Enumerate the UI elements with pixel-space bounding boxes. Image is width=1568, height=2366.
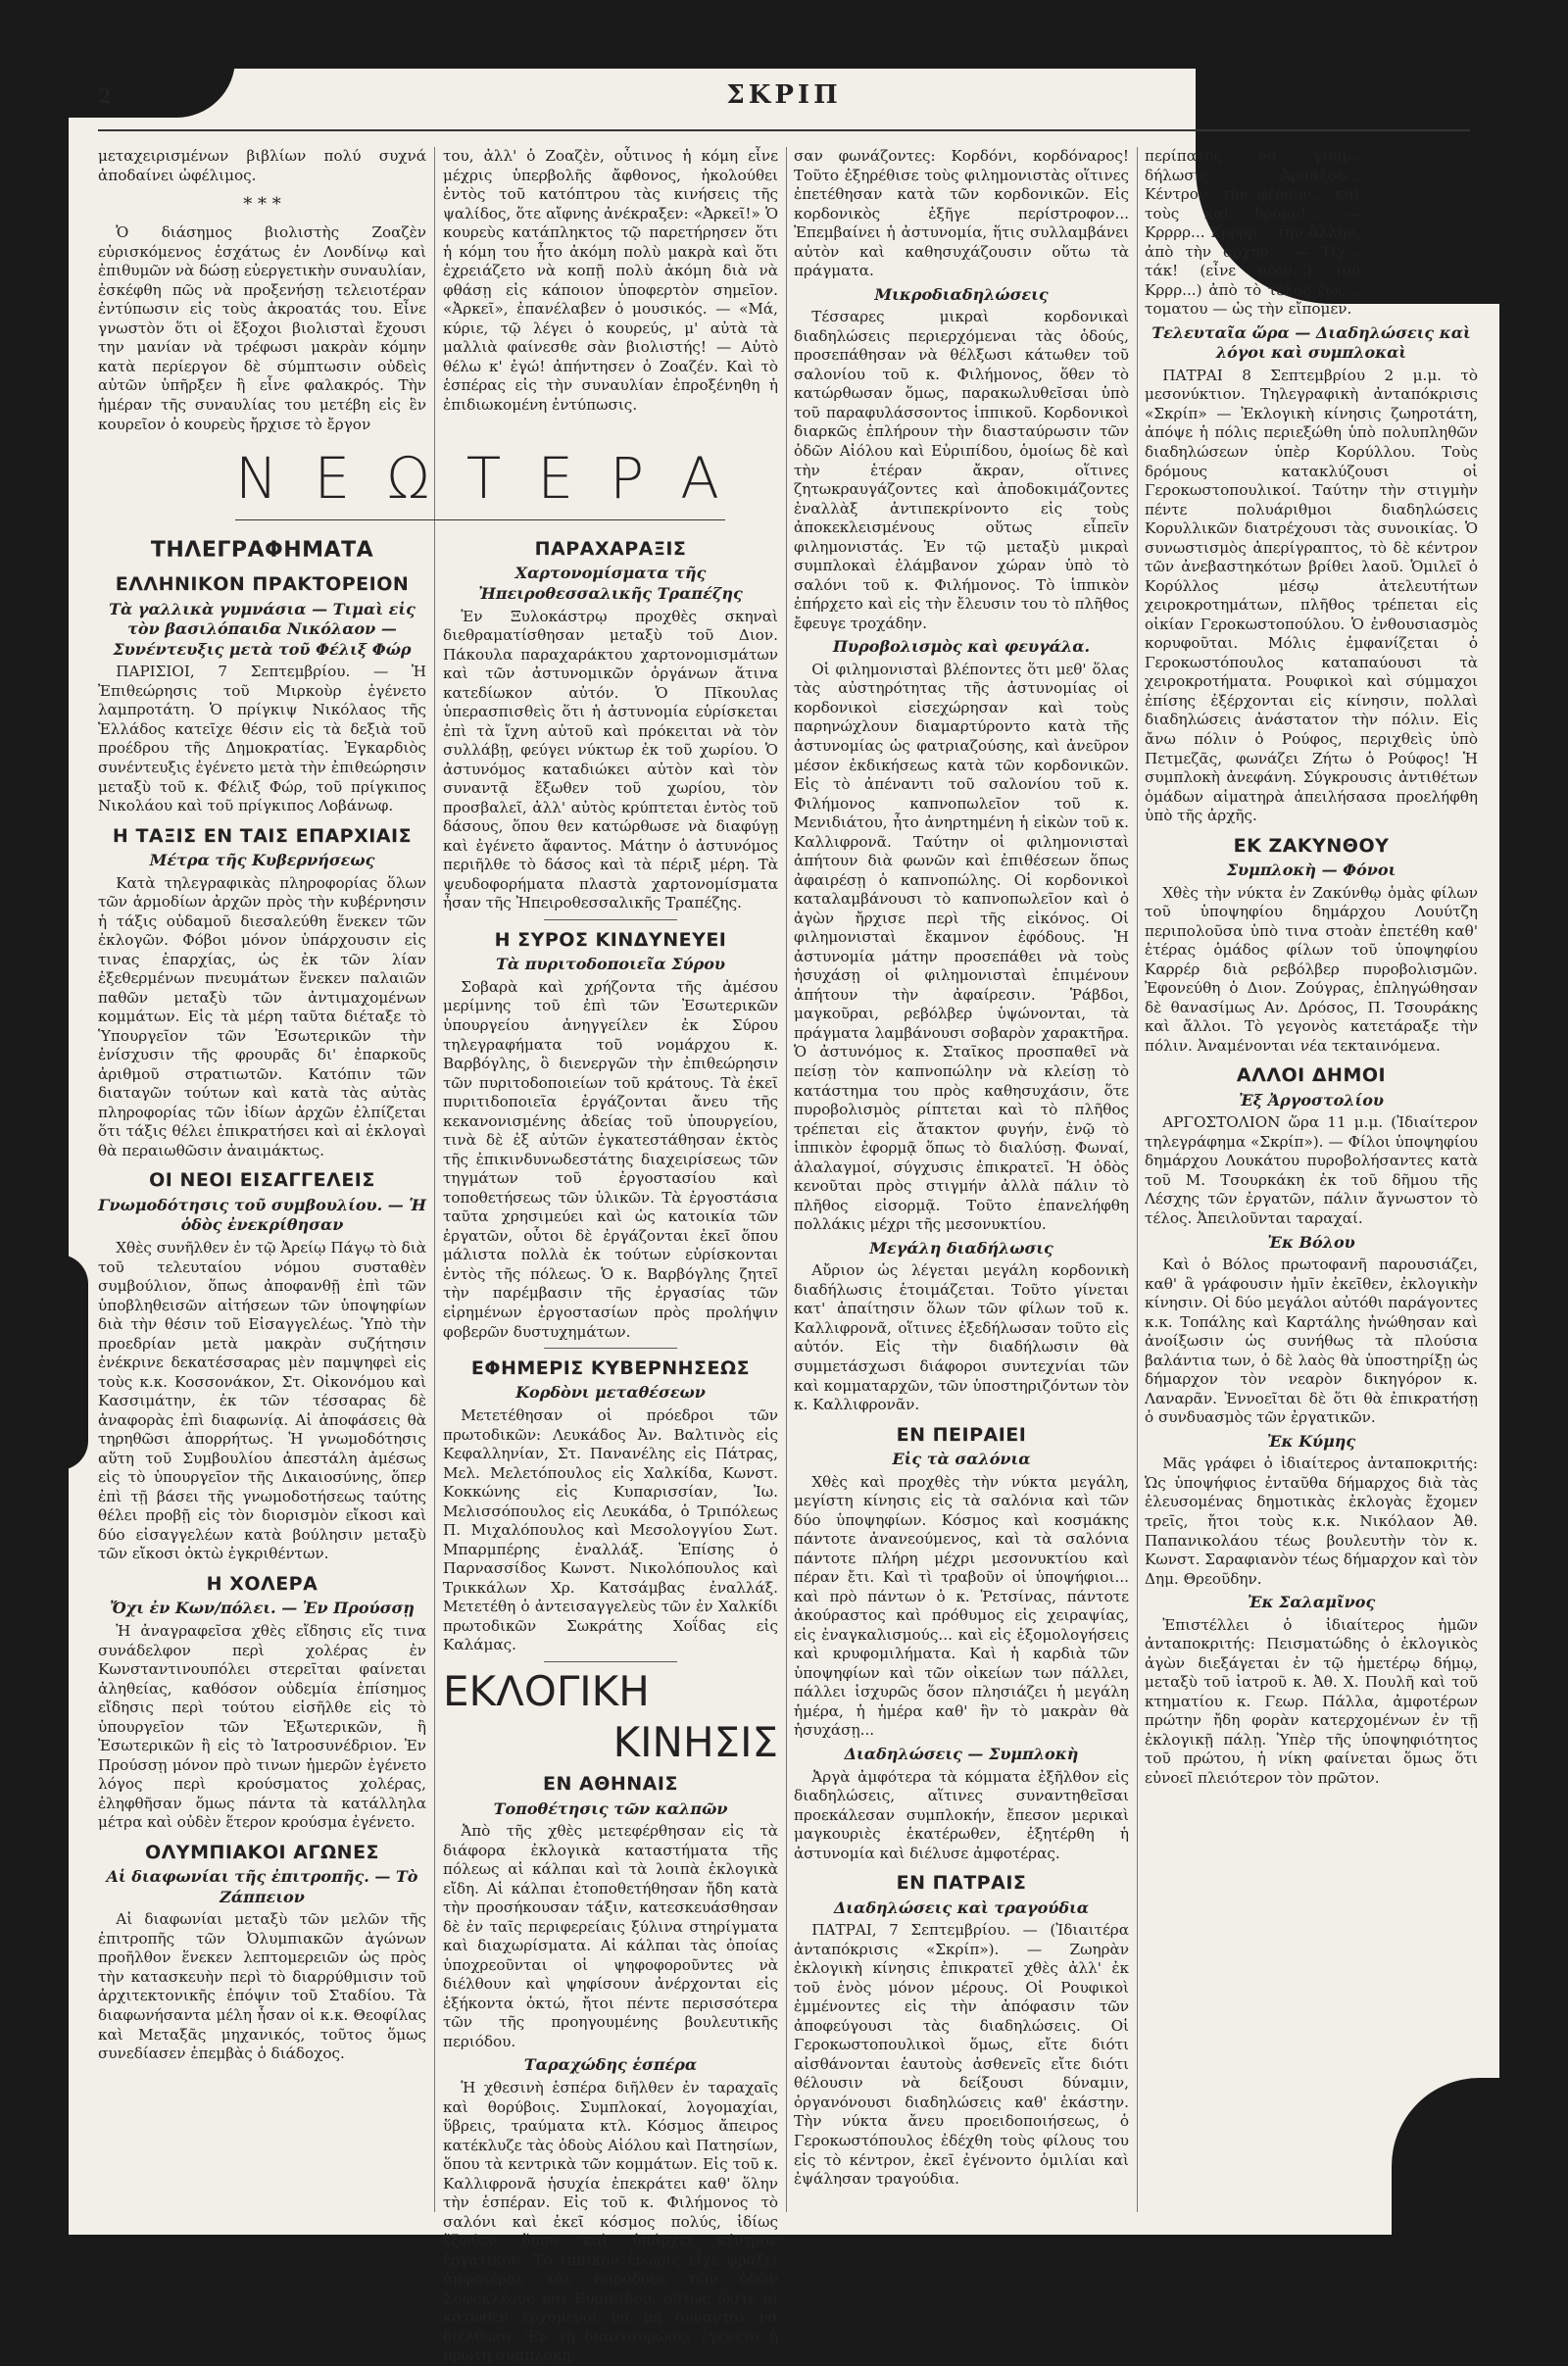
subheading: Γνωμοδότησις τοῦ συμβουλίου. — Ἡ ὁδὸς ἐνεκρίθησαν bbox=[98, 1195, 426, 1235]
section-heading: ΑΛΛΟΙ ΔΗΜΟΙ bbox=[1236, 1064, 1387, 1087]
subheading: Τὰ πυριτοδοποιεῖα Σύρου bbox=[495, 955, 726, 974]
article-text: Ἀργὰ ἀμφότερα τὰ κόμματα ἐξῆλθον εἰς διαδηλώσεις, αἵτινες συναντηθεῖσαι προεκάλεσαν συμπλοκήν, ἔπεσον μερικαὶ μαγκουριὲς ἑκατέρωθεν, ἐξητέρθη ἡ ἀστυνομία καὶ διέλυσε ἀμφοτέρας. bbox=[794, 1767, 1129, 1862]
article-text: Αὔριον ὡς λέγεται μεγάλη κορδονικὴ διαδήλωσις ἑτοιμάζεται. Τοῦτο γίνεται κατ' ἀπαίτησιν ὅλων τῶν φίλων τοῦ κ. Καλλιφρονᾶ, οἵτινες ἐξεδήλωσαν τοῦτο εἰς αὐτόν. Εἰς τὴν διαδήλωσιν θὰ συμμετάσχωσι διάφοροι συντεχνίαι τῶν καὶ κομματαρχῶν, τῶν ὑποστηριζόντων τὸν κ. Καλλιφρονᾶν. bbox=[794, 1261, 1129, 1414]
article-text: Τέσσαρες μικραὶ κορδονικαὶ διαδηλώσεις περιερχόμεναι τὰς ὁδούς, προσεπάθησαν νὰ θέλξωσι κάτωθεν τοῦ σαλονίου τοῦ κ. Φιλήμονος, ὅθεν τὸ κατώρθωσαν ὅμως, παρακωλυθεῖσαι ὑπὸ τοῦ παραφυλάσσοντος ἱππικοῦ. Κορδονικοὶ διαρκῶς ἐπλήρουν τὴν διασταύρωσιν τῶν ὁδῶν Αἰόλου καὶ Εὐριπίδου, ὁμοίως δὲ καὶ τὴν ἑτέραν ἄκραν, οἵτινες ζητωκραυγάζοντες καὶ ἀποδοκιμάζοντες ἐναλλὰξ ἀντιπεκρίνοντο εἰς τοὺς ἀποκεκλεισμένους οὕτως εἶπεῖν φιλημονιστάς. Ἐν τῷ μεταξὺ μικραὶ συμπλοκαὶ ἐλάμβανον χώραν ὑπὸ τὸ σαλόνι τοῦ κ. Φιλήμονος. Τὸ ἱππικὸν ἐπήρχετο καὶ εἰς τὴν ἔλευσιν του τὸ πλῆθος ἔφευγε τροχάδην. bbox=[794, 308, 1129, 632]
article-text: Χθὲς καὶ προχθὲς τὴν νύκτα μεγάλη, μεγίστη κίνησις εἰς τὰ σαλόνια καὶ τῶν δύο ὑποψηφίων. Κόσμος καὶ κοσμάκης πάντοτε ἀνανεούμενος, καὶ τὰ σαλόνια πάντοτε πλήρη μέχρι μεσονυκτίου καὶ πέραν ἔτι. Καὶ τὶ τραβοῦν οἱ ὑποψήφιοι... καὶ πρὸ πάντων ὁ κ. Ῥετσίνας, πάντοτε ἀκούραστος καὶ πρόθυμος εἰς χειραψίας, εἰς ἐναγκαλισμούς... καὶ εἰς ἐξομολογήσεις καὶ κρυφομιλήματα. Καὶ ἡ καρδιὰ τῶν ὑποψηφίων καὶ τῶν οἰκείων των πάλλει, πάλλει ἰσχυρῶς ὅσον πλησιάζει ἡ μεγάλη ἡμέρα, ἡ ἡμέρα καθ' ἣν τὸ μακρὰν θὰ ἡσυχάσῃ... bbox=[794, 1472, 1129, 1740]
subheading: Ὄχι ἐν Κων/πόλει. — Ἐν Προύσσῃ bbox=[110, 1599, 415, 1618]
subheading: Ταραχώδης ἑσπέρα bbox=[523, 2055, 698, 2075]
subheading: Χαρτονομίσματα τῆς Ἠπειροθεσσαλικῆς Τραπέζης bbox=[478, 564, 743, 603]
column-1 bbox=[98, 529, 426, 2212]
header-rule bbox=[98, 129, 1470, 131]
article-text: σαν φωνάζοντες: Κορδόνι, κορδόναρος! Τοῦτο ἐξηρέθισε τοὺς φιλημονιστὰς οἵτινες ἐπετέθησαν κατὰ τῶν κορδονικῶν. Εἰς κορδονικὸς ἐξῆγε περίστροφον... Ἐπεμβαίνει ἡ ἀστυνομία, ἥτις συλλαμβάνει αὐτὸν καὶ καθησυχάζουσιν οὕτω τὰ πράγματα. bbox=[794, 147, 1129, 280]
banner-letter: Τ bbox=[466, 445, 508, 512]
article-text: Ὁ διάσημος βιολιστὴς Ζοαζὲν εὑρισκόμενος ἐσχάτως ἐν Λονδίνῳ καὶ ἐπιθυμῶν νὰ δώσῃ εὐεργετικὴν συναυλίαν, ἐσκέφθη πῶς νὰ προξενήσῃ τελειοτέραν ἐντύπωσιν εἰς τοὺς ἀκροατάς του. Εἶνε γνωστὸν ὅτι οἱ ἔξοχοι βιολισταὶ ἔχουσι την μανίαν νὰ τρέφωσι μακρὰν κόμην κατὰ περίεργον δὲ σύμπτωσιν οὐδεὶς αὐτῶν ὑπῆρξεν ἢ εἶνε φαλακρός. Τὴν ἡμέραν τῆς συναυλίας του μετέβη εἰς ἓν κουρεῖον ὁ κουρεὺς ἤρχισε τὸ ἔργον bbox=[98, 223, 426, 433]
article-text: ΠΑΡΙΣΙΟΙ, 7 Σεπτεμβρίου. — Ἡ Ἐπιθεώρησις τοῦ Μιρκοὺρ ἐγένετο λαμπροτάτη. Ὁ πρίγκιψ Νικόλαος τῆς Ἑλλάδος κατεῖχε θέσιν εἰς τὰ δεξιὰ τοῦ προέδρου τῆς Δημοκρατίας. Ἐγκαρδιὸς συνέντευξις ἐγένετο μετὰ τὴν ἐπιθεώρησιν μεταξὺ τοῦ κ. Φέλιξ Φώρ, τοῦ πρίγκιπος Νικολάου καὶ τοῦ πρίγκιπος Λοβάνωφ. bbox=[98, 663, 426, 815]
article-text: ΑΡΓΟΣΤΟΛΙΟΝ ὥρα 11 μ.μ. (Ἰδιαίτερον τηλεγράφημα «Σκρίπ»). — Φίλοι ὑποψηφίου δημάρχου Λουκάτου πυροβολήσαντες κατὰ τοῦ Μ. Τσουρκάκη ἐκ τοῦ δῆμου τῆς Λέσχης τῶν ἐργατῶν, πάλιν ἄγνωστον τὸ τέλος. Ἀπειλοῦνται ταραχαί. bbox=[1145, 1113, 1478, 1227]
page-header bbox=[98, 76, 1470, 114]
column-4 bbox=[1145, 147, 1478, 2212]
banner-letter: Ν bbox=[235, 445, 284, 512]
subheading: Κορδὸνι μεταθέσεων bbox=[515, 1383, 706, 1403]
divider bbox=[544, 919, 678, 920]
article-text: του, ἀλλ' ὁ Ζοαζὲν, οὗτινος ἡ κόμη εἶνε μέχρις ὑπερβολῆς ἄφθονος, ἠκολούθει ἐντὸς τοῦ κατόπτρου τὰς κινήσεις τῆς ψαλίδος, ὅτε αἴφνης ἀνέκραξεν: «Ἀρκεῖ!» Ὁ κουρεὺς κατάπληκτος τῷ παρετήρησεν ὅτι ἡ κόμη του ἦτο ἀκόμη πολὺ μακρὰ καὶ ὅτι ἐχρειάζετο νὰ κοπῇ πολὺ ἀκόμη διὰ νὰ φθάσῃ εἰς κάποιον ὑποφερτὸν σημεῖον. «Ἀρκεῖ», ἐπανέλαβεν ὁ μουσικός. — «Μά, κύριε, τῷ λέγει ὁ κουρεύς, μ' αὐτὰ τὰ μαλλιὰ φαίνεσθε σὰν βιολιστής! — Αὐτὸ θέλω κ' ἐγώ! ἀπήντησεν ὁ Ζοαζέν. Καὶ τὸ ἑσπέρας εἰς τὴν συναυλίαν ἐπροξένηθη ἡ ἐπιδιωκομένη ἐντύπωσις. bbox=[443, 147, 778, 414]
subheading: Διαδηλώσεις καὶ τραγούδια bbox=[833, 1898, 1090, 1917]
column-2 bbox=[443, 529, 778, 2365]
column-divider bbox=[786, 147, 787, 2212]
column-divider bbox=[1137, 147, 1138, 2212]
subheading: Ἐκ Σαλαμῖνος bbox=[1247, 1593, 1376, 1612]
article-text: περίπατος νὰ γίνῃ... δήλωσις. Ἀρπάξου... Κέντρον, τὴν φέρουν... καὶ τοὺς καὶ δρόμο!... — Κρρρρ... Κρρρρ... τὴν ἄλλην, ἀπὸ τὴν ἀρχὴν... — Τὶχ... τάκ! (εἶνε νέον...) τοῦ Κρρρ...) ἀπὸ τὸ τέλος ἕως... τοματου — ὡς τὴν εἴπομεν. bbox=[1145, 147, 1360, 319]
section-heading: ΟΙ ΝΕΟΙ ΕΙΣΑΓΓΕΛΕΙΣ bbox=[149, 1169, 375, 1192]
article-text: Ἐν Ξυλοκάστρῳ προχθὲς σκηναὶ διεθραματίσθησαν μεταξὺ τοῦ Διον. Πάκουλα παραχαράκτου χαρτονομισμάτων καὶ τῶν ἀστυνομικῶν ὀργάνων ἅτινα κατεδίωκον αὐτόν. Ὁ Πῖκουλας ὑπερασπισθεὶς ὅτι ἡ ἀστυνομία εὑρίσκεται ἐπὶ τὰ ἴχνη αὐτοῦ καὶ πρόκειται νὰ τὸν συλλάβῃ, φεύγει νύκτωρ ἐκ τοῦ χωρίου. Ὁ ἀστυνόμος καταδιώκει αὐτὸν καὶ τὸν συναντᾷ ἔξωθεν τοῦ χωρίου, τὸν προσβαλεῖ, ἀλλ' αὐτὸς κρύπτεται ἐντὸς τοῦ δάσους, ὅπου θεν κατώρθωσε νὰ διαφύγῃ καὶ ἐγένετο ἄφαντος. Μάτην ὁ ἀστυνόμος περιῆλθε τὸ δάσος καὶ τὰ πέριξ μέρη. Τὰ ψευδοφορήματα πλαστὰ χαρτονομίσματα ἦσαν τῆς Ἠπειροθεσσαλικῆς Τραπέζης. bbox=[443, 607, 778, 912]
article-text: Κατὰ τηλεγραφικὰς πληροφορίας ὅλων τῶν ἁρμοδίων ἀρχῶν πρὸς τὴν κυβέρνησιν ἡ τάξις οὐδαμοῦ διεσαλεύθη ἕνεκεν τῶν ἐκλογῶν. Φόβοι μόνον ὑπάρχουσιν εἰς τινας ἐπαρχίας, ὡς ἐκ τῶν λίαν ἐξεθερμένων πνευμάτων ἕνεκεν παλαιῶν παθῶν μεταξὺ τῶν ἀντιμαχομένων κομμάτων. Εἰς τὰ μέρη ταῦτα διέταξε τὸ Ὑπουργεῖον τῶν Ἐσωτερικῶν τὴν ἐνίσχυσιν τῆς φρουρᾶς δι' ἐπαρκοῦς ἀριθμοῦ στρατιωτῶν. Κατόπιν τῶν διαταγῶν τούτων καὶ κατὰ τὰς αὐτὰς πληροφορίας τῶν ἰδίων ἀρχῶν ἐλπίζεται ὅτι τάξις θέλει ἐπικρατήσει καὶ αἱ ἐκλογαὶ θὰ περαιωθῶσιν ἀναιμάκτως. bbox=[98, 873, 426, 1159]
section-heading: ΕΝ ΠΕΙΡΑΙΕΙ bbox=[896, 1423, 1027, 1446]
section-heading: ΕΝ ΑΘΗΝΑΙΣ bbox=[543, 1773, 678, 1796]
article-text: Καὶ ὁ Βόλος πρωτοφανῆ παρουσιάζει, καθ' ἃ γράφουσιν ἡμῖν ἐκεῖθεν, ἐκλογικὴν κίνησιν. Οἱ δύο μεγάλοι αὐτόθι παράγοντες κ.κ. Τοπάλης καὶ Καρτάλης ἠνώθησαν καὶ ἀνοίξωσιν ὡς συνήθως τὰ πλούσια βαλάντια των, ὁ δὲ λαὸς θὰ ὑποστηρίξῃ ὡς δήμαρχον τὸν νεαρὸν δικηγόρον κ. Λαναρᾶν. Ἐννοεῖται δὲ ὅτι θὰ ἐπικρατήσῃ ὁ συνδυασμὸς τῶν ἐργατικῶν. bbox=[1145, 1256, 1478, 1427]
banner-underline bbox=[235, 519, 725, 520]
section-heading: ΕΛΛΗΝΙΚΟΝ ΠΡΑΚΤΟΡΕΙΟΝ bbox=[115, 573, 410, 596]
article-text: Ἡ ἀναγραφεῖσα χθὲς εἴδησις εἴς τινα συνάδελφον περὶ χολέρας ἐν Κωνσταντινουπόλει στερεῖται φαίνεται ἀληθείας, καθόσον οὐδεμία ἐπίσημος εἴδησις περὶ τούτου εἰσῆλθε εἰς τὸ ὑπουργεῖον τῶν Ἐξωτερικῶν, ἢ Ἐσωτερικῶν ἢ εἰς τὸ Ἰατροσυνέδριον. Ἐν Προύσσῃ μόνον πρὸ τινων ἡμερῶν ἐγένετο λόγος περὶ κρούσματος χολέρας, ἐληφθῆσαν ὅμως πάντα τὰ κατάλληλα μέτρα καὶ οὐδὲν ἕτερον κρούσμα ἐγένετο. bbox=[98, 1621, 426, 1832]
section-heading: ΤΗΛΕΓΡΑΦΗΜΑΤΑ bbox=[150, 538, 374, 563]
article-text: Ἡ χθεσινὴ ἑσπέρα διῆλθεν ἐν ταραχαῖς καὶ θορύβοις. Συμπλοκαί, λογομαχίαι, ὕβρεις, τραύματα κτλ. Κόσμος ἄπειρος κατέκλυζε τὰς ὁδοὺς Αἰόλου καὶ Πατησίων, ὅπου τὰ κεντρικὰ τῶν κομμάτων. Εἰς τοῦ κ. Καλλιφρονᾶ ἡσυχία ἐπεκράτει καθ' ὅλην τὴν ἑσπέραν. Εἰς τοῦ κ. Φιλήμονος τὸ σαλόνι καὶ ἐκεῖ κόσμος πολύς, ἰδίως ἔξωθεν ὅπου καὶ ὑπάρχει κέντρον ἐργατικόν. Τὸ ἱππικὸν ἐνωρὶς εἶχε φράξει ἀμφοτέρας τὰς παρόδους τῶν ὁδῶν Σοφοκλέους καὶ Εὐριπίδου, οὕτως ὥστε οἱ κάτωθεν ἐρχόμενοι νὰ μὴ δύνανται νὰ διέλθωσι. Ἐν τῇ διασταυρώσει ἐγένετο ἡ πρώτη συμπλοκή. bbox=[443, 2078, 778, 2365]
section-heading: ΕΚ ΖΑΚΥΝΘΟΥ bbox=[1233, 834, 1390, 857]
article-text: Μετετέθησαν οἱ πρόεδροι τῶν πρωτοδικῶν: Λευκάδος Ἀν. Βαλτινὸς εἰς Κεφαλληνίαν, Στ. Πανανέλης εἰς Πάτρας, Μελ. Μελετόπουλος εἰς Χαλκίδα, Κωνστ. Κοκκώνης εἰς Κυπαρισσίαν, Ἰω. Μελισσόπουλος εἰς Λευκάδα, ὁ Τριπόλεως Π. Μιχαλόπουλος καὶ Μεσολογγίου Σωτ. Μπαρμπέρης ἐναλλάξ. Ἐπίσης ὁ Παρνασσίδος Κωνστ. Νικολόπουλος καὶ Τρικκάλων Χρ. Κατσάμβας ἐναλλάξ. Μετετέθη ὁ ἀντεισαγγελεὺς τῶν ἐν Χαλκίδι πρωτοδικῶν Σωκράτης Χοΐδας εἰς Καλάμας. bbox=[443, 1406, 778, 1654]
section-separator: * * * bbox=[243, 194, 281, 216]
article-text: Οἱ φιλημονισταὶ βλέποντες ὅτι μεθ' ὅλας τὰς αὐστηρότητας τῆς ἀστυνομίας οἱ κορδονικοὶ εἰσεχώρησαν καὶ τοὺς παρηνώχλουν διαμαρτύροντο κατὰ τῆς ἀστυνομίας ὡς φατριαζούσης, καὶ ἀνεῦρον μέσον ἐκδικήσεως κατὰ τῶν κορδονικῶν. Εἰς τὸ ἀπέναντι τοῦ σαλονίου τοῦ κ. Φιλήμονος καπνοπωλεῖον τοῦ κ. Μενιδιάτου, ἦτο ἀνηρτημένη ἡ εἰκὼν τοῦ κ. Καλλιφρονᾶ. Ταύτην οἱ φιλημονισταὶ ἀπήτουν διὰ φωνῶν καὶ ἐπιθέσεων ὅπως ἀφαιρέσῃ ὁ καπνοπώλης. Οἱ κορδονικοὶ καταλαμβάνουσι τὸ καπνοπωλεῖον καὶ ὁ ἀγὼν ἤρχισε περὶ τῆς εἰκόνος. Οἱ φιλημονισταὶ ἔκαμνον ἐφόδους. Ἡ ἀστυνομία μάτην προσεπάθει νὰ τοὺς ἡσυχάσῃ οἱ φιλημονισταὶ ἐπιμένουν ἀπήτουν τὴν ἀφαίρεσιν. Ῥάβδοι, μαγκοῦραι, ρεβόλβερ ὑψώνονται, τὰ πράγματα λαμβάνουσι σοβαρὸν χαρακτῆρα. Ὁ ἀστυνόμος κ. Σταῖκος προσπαθεῖ νὰ πείσῃ τὸν καπνοπώλην νὰ κλείσῃ τὸ κατάστημα του πρὸς καθησυχάσιν, ὅτε πυροβολισμὸς ρίπτεται καὶ τὸ πλῆθος τρέπεται εἰς ἄτακτον φυγήν, ἐνῷ τὸ ἱππικὸν ἐφορμᾷ ὅπως τὸ διαλύσῃ. Φωναί, ἀλαλαγμοί, σύγχυσις ἐπικρατεῖ. Ἡ ὁδὸς κενοῦται πρὸς στιγμήν ἀλλὰ πάλιν τὸ πλῆθος εἰσορμᾷ. Τοῦτο ἐπανελήφθη πολλάκις μέχρι τῆς μεσονυκτίου. bbox=[794, 660, 1129, 1234]
subheading: Ἐκ Κύμης bbox=[1266, 1431, 1356, 1451]
banner-letter: Ω bbox=[386, 445, 436, 512]
article-text: Σοβαρὰ καὶ χρήζοντα τῆς ἀμέσου μερίμνης τοῦ ἐπὶ τῶν Ἐσωτερικῶν ὑπουργείου ἀνηγγείλεν ἐκ Σύρου τηλεγραφήματα τοῦ νομάρχου κ. Βαρβόγλης, ὃ διενεργῶν τὴν ἐπιθεώρησιν τῶν πυριτοδοποιείων τοῦ κράτους. Τὰ ἐκεῖ πυριτιδοποιεῖα ἐργάζονται ἄνευ τῆς κεκανονισμένης ἀδείας τοῦ ὑπουργείου, τινὰ δὲ ἐξ αὐτῶν ἐγκατεστάθησαν ἐκτὸς τῆς ἐπικινδυνωδεστάτης διαχειρίσεως τῶν τηγμάτων τοῦ ἐργοστασίου καὶ τοποθετήσεως τῶν ὑλικῶν. Τὰ ἐργοστάσια ταῦτα χρησιμεύει καὶ ὡς κατοικία τῶν ἐργατῶν, οὗτοι δὲ ἐργάζονται ἐκεῖ ὅπου μάλιστα πολλὰ ἐκ τούτων εὑρίσκονται ἐντὸς τῆς πόλεως. Ὁ κ. Βαρβόγλης ζητεῖ τὴν παρέμβασιν τῆς ἐργασίας τῶν εἰρημένων ἐργοστασίων πρὸς προλήψιν φοβερῶν δυστυχημάτων. bbox=[443, 977, 778, 1341]
subheading: Συμπλοκὴ — Φόνοι bbox=[1226, 861, 1396, 880]
article-text: μεταχειρισμένων βιβλίων πολύ συχνά ἀποδαίνει ὠφέλιμος. bbox=[98, 147, 426, 184]
banner-letter: Α bbox=[680, 445, 725, 512]
article-text: Ἐπιστέλλει ὁ ἰδιαίτερος ἡμῶν ἀνταποκριτής: Πεισματώδης ὁ ἐκλογικὸς ἀγὼν διεξάγεται ἐν τῷ ἡμετέρῳ δήμῳ, μεταξὺ τοῦ ἰατροῦ κ. Ἀθ. Χ. Πουλῆ καὶ τοῦ κτηματίου κ. Γεωρ. Πάλλα, ἀμφοτέρων πρώτην ἤδη φορὰν κατερχομένων ἐν τῇ ἐκλογικῇ πάλῃ. Ὑπὲρ τῆς ὑποψηφιότητος τοῦ πρώτου, ἡ νίκη φαίνεται ὅμως ὅτι εὐνοεῖ πλειότερον τὸν πρῶτον. bbox=[1145, 1615, 1478, 1787]
banner-letter: Ε bbox=[537, 445, 580, 512]
article-text: Αἱ διαφωνίαι μεταξὺ τῶν μελῶν τῆς ἐπιτροπῆς τῶν Ὀλυμπιακῶν ἀγώνων προῆλθον ἕνεκεν λεπτομερειῶν ὡς πρὸς τὴν κατασκευὴν περὶ τὸ διαρρύθμισιν τοῦ ἀρχιτεκτονικῆς ἐπόψιν τοῦ Σταδίου. Τὰ διαφωνήσαντα μέλη ἦσαν οἱ κ.κ. Θεοφίλας καὶ Μεταξᾶς μηχανικός, τοῦτος ὅμως συνεδίασεν ἐπεμβὰς ὁ διάδοχος. bbox=[98, 1910, 426, 2063]
article-text: Χθὲς τὴν νύκτα ἐν Ζακύνθῳ ὁμὰς φίλων τοῦ ὑποψηφίου δημάρχου Λουύτζη περιπολοῦσα ὑπὸ τινα στοὰν ἐπετέθη καθ' ἑτέρας ὁμάδος φίλων τοῦ ὑποψηφίου Καρρέρ διὰ ρεβόλβερ πυροβολισμῶν. Ἐφονεύθη ὁ Διον. Ζούγρας, ἐπληγώθησαν δὲ θανασίμως Αν. Δρόσος, Π. Τσουράκης καὶ ἄλλοι. Τὸ γεγονὸς κατετάραξε τὴν πόλιν. Ἀναμένονται νέα τεκταινόμενα. bbox=[1145, 883, 1478, 1055]
ekl-kinisis-title-2: ΚΙΝΗΣΙΣ bbox=[612, 1718, 778, 1766]
ekl-kinisis-title-1: ΕΚΛΟΓΙΚΗ bbox=[443, 1666, 650, 1715]
section-heading: ΕΝ ΠΑΤΡΑΙΣ bbox=[896, 1872, 1027, 1895]
divider bbox=[544, 1661, 678, 1662]
section-banner-neotera bbox=[235, 445, 725, 512]
section-heading: ΕΦΗΜΕΡΙΣ ΚΥΒΕΡΝΗΣΕΩΣ bbox=[470, 1357, 751, 1380]
subheading: Μέτρα τῆς Κυβερνήσεως bbox=[149, 850, 375, 869]
banner-letter: Ρ bbox=[610, 445, 651, 512]
section-heading: ΟΛΥΜΠΙΑΚΟΙ ΑΓΩΝΕΣ bbox=[144, 1841, 380, 1863]
subheading: Μεγάλη διαδήλωσις bbox=[869, 1238, 1054, 1257]
page-number: 2 bbox=[98, 84, 112, 108]
banner-letter: Ε bbox=[314, 445, 357, 512]
torn-edge bbox=[49, 1255, 88, 1470]
subheading: Ἐκ Βόλου bbox=[1267, 1232, 1355, 1252]
subheading: Ἐξ Ἀργοστολίου bbox=[1239, 1090, 1384, 1109]
column-3 bbox=[794, 147, 1129, 2212]
section-heading: Η ΧΟΛΕΡΑ bbox=[206, 1573, 318, 1596]
masthead: ΣΚΡΙΠ bbox=[726, 80, 842, 110]
subheading: Μικροδιαδηλώσεις bbox=[874, 284, 1049, 304]
article-text: ΠΑΤΡΑΙ, 7 Σεπτεμβρίου. — (Ἰδιαιτέρα ἀνταπόκρισις «Σκρίπ»). — Ζωηρὰν ἐκλογικὴ κίνησις ἐπικρατεῖ χθὲς ἀλλ' ἐκ τοῦ ἑνὸς μόνον μέρους. Οἱ Ρουφικοὶ ἐμμένοντες εἰς τὴν ἀπόφασιν τῶν ἀποφεύγουσι τὰς διαδηλώσεις. Οἱ Γεροκωστοπουλικοὶ ὅμως, εἴτε διότι αἰσθάνονται ἑαυτοὺς ἀσθενεῖς εἴτε διότι θέλουσιν νὰ δείξουσι δύναμιν, ὀργανόνουσι διαδηλώσεις καθ' ἑκάστην. Τὴν νύκτα ἄνευ προειδοποιήσεως, ὁ Γεροκωστόπουλος ἐδέχθη τοὺς φίλους του εἰς τὸ κέντρον, ἐκεῖ ἐγένοντο ὁμιλίαι καὶ ἐψάλησαν τραγούδια. bbox=[794, 1921, 1129, 2189]
subheading: Τὰ γαλλικὰ γυμνάσια — Τιμαὶ εἰς τὸν βασιλόπαιδα Νικόλαον — Συνέντευξις μετὰ τοῦ Φέλιξ Φώρ bbox=[109, 599, 416, 659]
article-text: Ἀπὸ τῆς χθὲς μετεφέρθησαν εἰς τὰ διάφορα ἐκλογικὰ καταστήματα τῆς πόλεως αἱ κάλπαι καὶ τὰ λοιπὰ ἐκλογικὰ εἴδη. Αἱ κάλπαι ἐτοποθετήθησαν ἤδη κατὰ τὴν προσήκουσαν τάξιν, κατεσκευάσθησαν δὲ ἐν ταῖς περιφερείαις ξύλινα στηρίγματα καὶ διαχωρίσματα. Αἱ κάλπαι τὰς ὁποίας ὑποχρεοῦνται οἱ ψηφοφοροῦντες νὰ διέλθουν καὶ ψηφίσουν ἀνέρχονται εἰς ἑξήκοντα ὀκτώ, ἤτοι πέντε περισσότερα τῶν τῆς προηγουμένης βουλευτικῆς περιόδου. bbox=[443, 1822, 778, 2050]
article-text: Μᾶς γράφει ὁ ἰδιαίτερος ἀνταποκριτής: Ὡς ὑποψήφιος ἐνταῦθα δήμαρχος διὰ τὰς ἐλευσομένας δημοτικὰς ἐκλογὰς ἔχομεν τρεῖς, ἤτοι τοὺς κ.κ. Νικόλαον Ἀθ. Παπανικολάου τέως βουλευτὴν τὸν κ. Κωνστ. Σαραφιανὸν τέως δήμαρχον καὶ τὸν Δημ. Θρεοῦδην. bbox=[1145, 1454, 1478, 1588]
article-text: ΠΑΤΡΑΙ 8 Σεπτεμβρίου 2 μ.μ. τὸ μεσονύκτιον. Τηλεγραφικὴ ἀνταπόκρισις «Σκρίπ» — Ἐκλογικὴ κίνησις ζωηροτάτη, ἀπόψε ἡ πόλις περιεξώθη ὑπὸ πολυπληθῶν διαδηλώσεων ὑπὲρ Κορύλλου. Τοὺς δρόμους κατακλύζουσι οἱ Γεροκωστοπουλικοί. Ταύτην τὴν στιγμὴν πέντε πολυάριθμοι διαδηλώσεις Κορυλλικῶν διατρέχουσι τὰς συνοικίας. Ὁ συνωστισμὸς ἀπερίγραπτος, τὸ δὲ κέντρον τῶν ἀνεβαστηκότων βρίθει λαοῦ. Ὁμιλεῖ ὁ Κορύλλος μέσῳ ἀτελευτήτων χειροκροτημάτων, πλῆθος τρέπεται εἰς οἰκίαν Γεροκωστοπούλου. Ὁ ἐνθουσιασμὸς κορυφοῦται. Μόλις ἐμφανίζεται ὁ Γεροκωστόπουλος καταπαύουσι τὰ χειροκροτήματα. Ρουφικοὶ καὶ σύμμαχοι ἐπίσης ἐξέρχονται εἰς κίνησιν, πολλαὶ διαδηλώσεις ἀνάστατον τὴν πόλιν. Εἰς ἄνω πόλιν ὁ Ρούφος, περιχθεὶς ὑπὸ Πετμεζᾶς, φωνάζει Ζήτω ὁ Ρούφος! Ἡ συμπλοκὴ ἀνεφάνη. Σύγκρουσις ἀντιθέτων ὁμάδων αἱματηρὰ ἀπειλήσασα προελήφθη ὑπὸ τῆς ἀρχῆς. bbox=[1145, 366, 1478, 825]
subheading: Αἱ διαφωνίαι τῆς ἐπιτροπῆς. — Τὸ Ζάππειον bbox=[106, 1867, 418, 1906]
article-violinist-part2 bbox=[443, 147, 778, 441]
subheading: Πυροβολισμὸς καὶ φευγάλα. bbox=[832, 637, 1091, 657]
subheading: Εἰς τὰ σαλόνια bbox=[892, 1449, 1031, 1468]
article-text: Χθὲς συνῆλθεν ἐν τῷ Ἀρείῳ Πάγῳ τὸ διὰ τοῦ τελευταίου νόμου συσταθὲν συμβούλιον, ὅπως ἀποφανθῇ ἐπὶ τῶν ὑποβληθεισῶν αἰτήσεων τῶν ὑποψηφίων διὰ τὴν θέσιν τοῦ Εἰσαγγελέως. Ὑπὸ τὴν προεδρίαν μετὰ μακρὰν συζήτησιν ἐνέκρινε δεκατέσσαρας μὲν παμψηφεὶ εἰς τοὺς κ.κ. Κοσσονάκον, Στ. Οἰκονόμου καὶ Κασσιμάτην, ἐκ τῶν τέσσαρας δὲ ἀναφορὰς ἐπὶ διαφωνίᾳ. Αἱ ἀποφάσεις θὰ τηρηθῶσι ἀπορρήτως. Ἡ γνωμοδότησις αὕτη τοῦ Συμβουλίου ἀπεστάλη ἀμέσως εἰς τὸ ὑπουργεῖον τῆς Δικαιοσύνης, ὅπερ ἐπὶ τῇ βάσει τῆς γνωμοδοτήσεως ταύτης θέλει προβῇ εἰς τὸν διορισμὸν εἴκοσι καὶ δύο εἰσαγγελέων κατὰ βούλησιν μεταξὺ τῶν εἴκοσι ὀκτὼ ἐγκριθέντων. bbox=[98, 1238, 426, 1563]
subheading: Τοποθέτησις τῶν καλπῶν bbox=[493, 1799, 728, 1818]
section-heading: Η ΣΥΡΟΣ ΚΙΝΔΥΝΕΥΕΙ bbox=[494, 929, 727, 951]
section-heading: Η ΤΑΞΙΣ ΕΝ ΤΑΙΣ ΕΠΑΡΧΙΑΙΣ bbox=[112, 824, 413, 847]
subheading: Τελευταῖα ὥρα — Διαδηλώσεις καὶ λόγοι καὶ συμπλοκαὶ bbox=[1152, 322, 1471, 363]
article-violinist-part1 bbox=[98, 147, 426, 441]
section-heading: ΠΑΡΑΧΑΡΑΞΙΣ bbox=[534, 538, 687, 560]
subheading: Διαδηλώσεις — Συμπλοκὴ bbox=[844, 1744, 1079, 1763]
divider bbox=[544, 1348, 678, 1349]
